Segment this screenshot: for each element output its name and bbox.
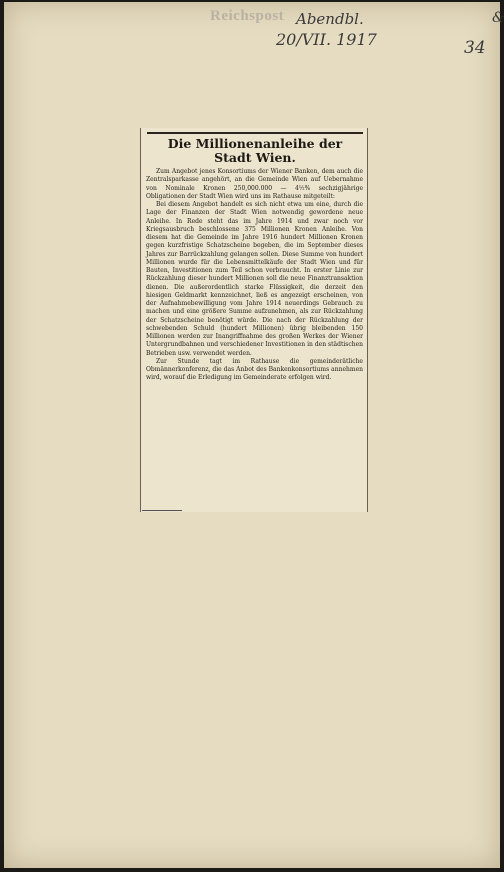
article-title: Die Millionenanleihe der Stadt Wien.	[147, 132, 363, 165]
article-body	[146, 168, 363, 383]
handwritten-source-note: Abendbl.	[296, 10, 364, 28]
corner-mark: &	[492, 10, 504, 26]
newspaper-clipping	[140, 128, 368, 512]
clipping-end-rule	[142, 510, 182, 511]
article-paragraph: Zum Angebot jenes Konsortiums der Wiener Banken, dem auch die Zentralsparkasse angehört, an die Gemeinde Wien auf Uebernahme von Nominale Kronen 250,000.000 — 4½% sechzigjährige Obligationen der Stadt Wien wird uns im Rathause mitgeteilt:	[146, 168, 363, 200]
newspaper-stamp: Reichspost	[210, 8, 285, 24]
article-paragraph: Bei diesem Angebot handelt es sich nicht etwa um eine, durch die Lage der Finanzen der Stadt Wien notwendig gewordene neue Anleihe. In Rede steht das im Jahre 1914 und zwar noch vor Kriegsausbruch beschlossene 375 Millionen Kronen Anleihe. Von diesem hat die Gemeinde im Jahre 1916 hundert Millionen Kronen gegen kurzfristige Schatzscheine begeben, die im September dieses Jahres zur Barrückzahlung gelangen sollen. Diese Summe von hundert Millionen wurde für die Lebensmittelkäufe der Stadt Wien und für Bauten, Investitionen zum Teil schon verbraucht. In erster Linie zur Rückzahlung dieser hundert Millionen soll die neue Finanztransaktion dienen. Die außerordentlich starke Flüssigkeit, die derzeit den hiesigen Geldmarkt kennzeichnet, ließ es angezeigt erscheinen, von der Aufnahmebewilligung vom Jahre 1914 neuerdings Gebrauch zu machen und eine größere Summe aufzunehmen, als zur Rückzahlung der Schatzscheine benötigt würde. Die nach der Rückzahlung der schwebenden Schuld (hundert Millionen) übrig bleibenden 150 Millionen werden zur Inangriffnahme des großen Werkes der Wiener Untergrundbahnen und verschiedener Investitionen in den städtischen Betrieben usw. verwendet werden.	[146, 201, 363, 357]
handwritten-date: 20/VII. 1917	[276, 30, 377, 49]
handwritten-page-number: 34	[464, 38, 486, 58]
article-paragraph: Zur Stunde tagt im Rathause die gemeinderätliche Obmännerkonferenz, die das Anbot des Bankenkonsortiums annehmen wird, worauf die Erledigung im Gemeinderate erfolgen wird.	[146, 357, 363, 382]
archive-sheet	[4, 2, 504, 868]
